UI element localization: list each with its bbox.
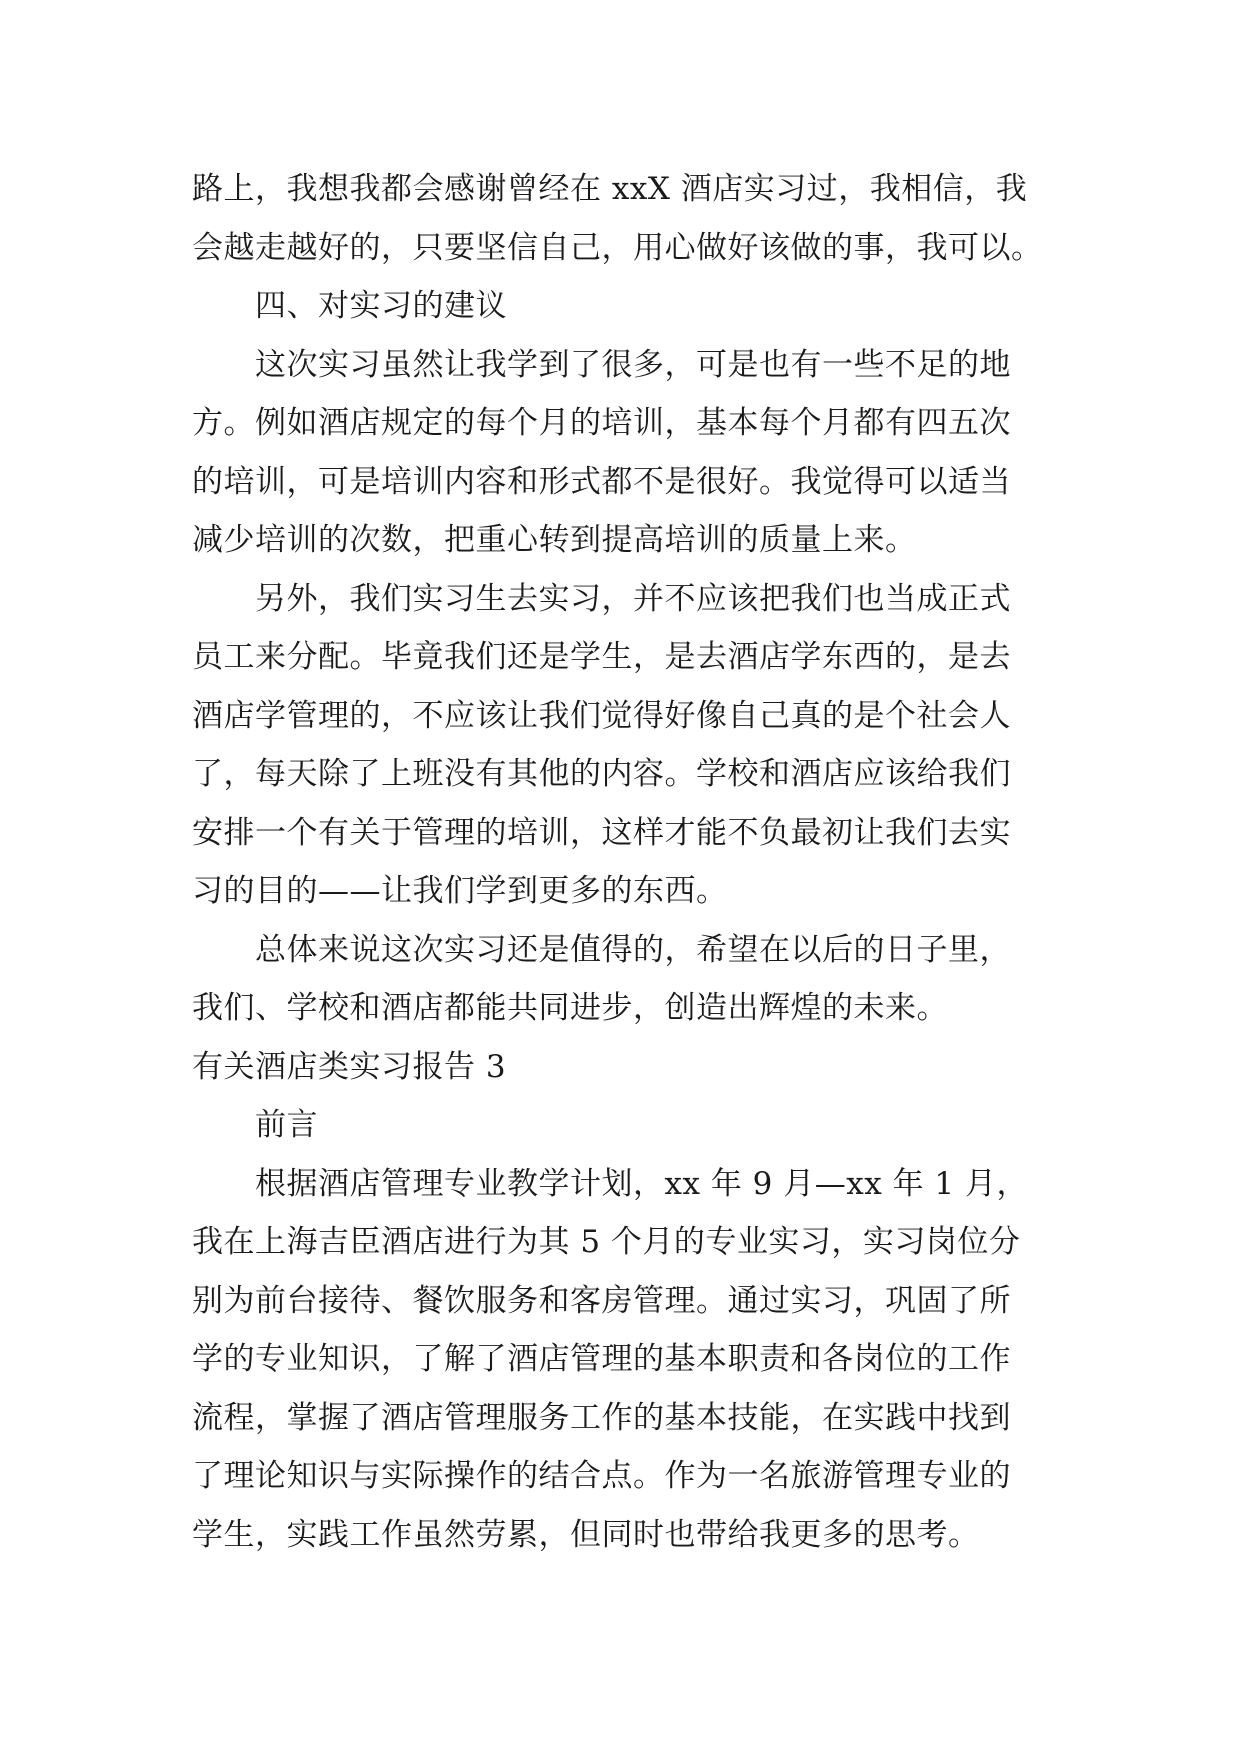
text-line: 方。例如酒店规定的每个月的培训，基本每个月都有四五次 [192, 405, 1011, 441]
section-heading: 前言 [255, 1107, 318, 1143]
text-line: 我们、学校和酒店都能共同进步，创造出辉煌的未来。 [192, 990, 948, 1026]
text-line: 的培训，可是培训内容和形式都不是很好。我觉得可以适当 [192, 463, 1011, 500]
text-line: 员工来分配。毕竟我们还是学生，是去酒店学东西的，是去 [192, 639, 1011, 675]
text-line: 别为前台接待、餐饮服务和客房管理。通过实习，巩固了所 [192, 1282, 1011, 1319]
text-line: 酒店学管理的，不应该让我们觉得好像自己真的是个社会人 [192, 697, 1011, 734]
section-heading: 四、对实习的建议 [255, 288, 507, 324]
text-line: 会越走越好的，只要坚信自己，用心做好该做的事，我可以。 [192, 229, 1043, 266]
document-body [192, 160, 1052, 1564]
text-line: 学生，实践工作虽然劳累，但同时也带给我更多的思考。 [192, 1516, 980, 1553]
text-line: 减少培训的次数，把重心转到提高培训的质量上来。 [192, 522, 917, 558]
report-title: 有关酒店类实习报告 3 [192, 1048, 507, 1085]
text-line: 这次实习虽然让我学到了很多，可是也有一些不足的地 [255, 346, 1011, 383]
text-line: 流程，掌握了酒店管理服务工作的基本技能，在实践中找到 [192, 1399, 1011, 1436]
text-line: 根据酒店管理专业教学计划，xx 年 9 月—xx 年 1 月， [255, 1165, 1028, 1202]
text-line: 总体来说这次实习还是值得的，希望在以后的日子里， [255, 931, 1011, 968]
text-line: 我在上海吉臣酒店进行为其 5 个月的专业实习，实习岗位分 [192, 1224, 1021, 1260]
text-line: 安排一个有关于管理的培训，这样才能不负最初让我们去实 [192, 814, 1011, 851]
text-line: 了理论知识与实际操作的结合点。作为一名旅游管理专业的 [192, 1458, 1011, 1494]
text-line: 另外，我们实习生去实习，并不应该把我们也当成正式 [255, 580, 1011, 617]
text-line: 路上，我想我都会感谢曾经在 xxX 酒店实习过，我相信，我 [192, 171, 1028, 207]
text-line: 学的专业知识，了解了酒店管理的基本职责和各岗位的工作 [192, 1341, 1011, 1377]
text-line: 习的目的——让我们学到更多的东西。 [192, 873, 728, 909]
text-line: 了，每天除了上班没有其他的内容。学校和酒店应该给我们 [192, 756, 1011, 792]
